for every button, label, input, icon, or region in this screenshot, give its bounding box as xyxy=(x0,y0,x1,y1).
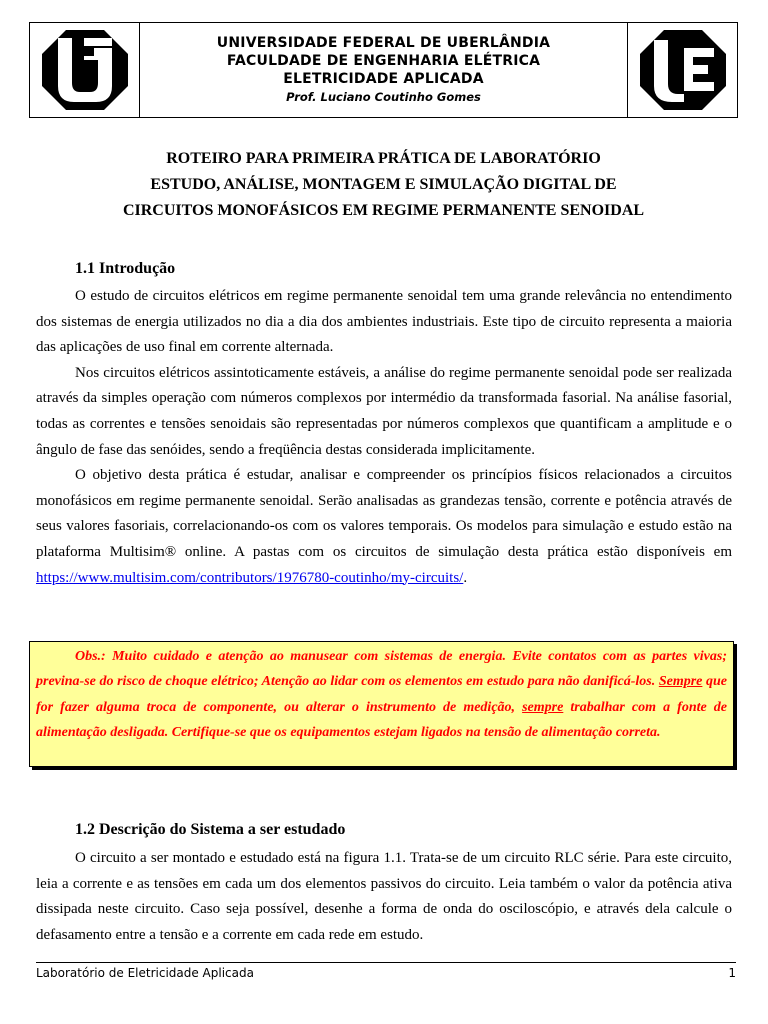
warning-part-3: trabalhar com a fonte de alimentação desligada. Certifique-se que os equipamentos estejam ligados na tensão de alimentação correta. xyxy=(36,699,727,741)
system-body xyxy=(36,846,732,948)
feelt-logo xyxy=(638,28,728,112)
safety-warning-box xyxy=(29,641,734,767)
page-number: 1 xyxy=(728,966,736,980)
university-name: UNIVERSIDADE FEDERAL DE UBERLÂNDIA xyxy=(216,35,551,51)
system-paragraph-1: O circuito a ser montado e estudado está na figura 1.1. Trata-se de um circuito RLC série. Para este circuito, leia a corrente e as tensões em cada um dos elementos passivos do circuito. Leia também o valor da potência ativa dissipada neste circuito. Caso seja possível, desenhe a forma de onda do osciloscópio, e através dela calcule o defasamento entre a tensão e a corrente em cada rede em estudo. xyxy=(36,850,732,943)
header-text xyxy=(140,23,627,117)
multisim-link[interactable]: https://www.multisim.com/contributors/1976780-coutinho/my-circuits/ xyxy=(36,569,464,586)
course-name: ELETRICIDADE APLICADA xyxy=(283,71,484,87)
intro-body xyxy=(36,284,732,591)
warning-part-2: que for fazer alguma troca de componente, ou alterar o instrumento de medição, xyxy=(36,674,728,715)
section-heading-intro: 1.1 Introdução xyxy=(75,260,176,277)
intro-paragraph-1: O estudo de circuitos elétricos em regime permanente senoidal tem uma grande relevância no entendimento dos sistemas de energia utilizados no dia a dia dos ambientes industriais. Este tipo de circuito representa a maioria das aplicações de uso final em corrente alternada. xyxy=(36,288,732,356)
warning-sempre-2: sempre xyxy=(522,699,564,715)
ufu-logo xyxy=(40,28,130,112)
faculty-name: FACULDADE DE ENGENHARIA ELÉTRICA xyxy=(226,53,541,69)
title-line-3: CIRCUITOS MONOFÁSICOS EM REGIME PERMANENTE SENOIDAL xyxy=(122,202,645,219)
intro-paragraph-3 xyxy=(36,463,732,591)
document-header xyxy=(29,22,738,118)
page-footer xyxy=(36,962,736,980)
warning-sempre-1: Sempre xyxy=(658,674,703,690)
footer-title: Laboratório de Eletricidade Aplicada xyxy=(36,966,254,980)
professor-name: Prof. Luciano Coutinho Gomes xyxy=(286,90,481,104)
intro-paragraph-3-text: O objetivo desta prática é estudar, analisar e compreender os princípios físicos relacionados a circuitos monofásicos em regime permanente senoidal. Serão analisadas as grandezas tensão, corrente e potência através de seus valores fasoriais, correlacionando-os com os valores temporais. Os modelos para simulação e estudo estão na plataforma Multisim® online. A pastas com os circuitos de simulação desta prática estão disponíveis em xyxy=(36,467,732,560)
title-line-1: ROTEIRO PARA PRIMEIRA PRÁTICA DE LABORATÓRIO xyxy=(166,150,601,167)
intro-paragraph-3-end: . xyxy=(463,569,468,586)
safety-warning-text xyxy=(36,644,727,746)
feelt-logo-cell xyxy=(627,23,737,117)
title-line-2: ESTUDO, ANÁLISE, MONTAGEM E SIMULAÇÃO DIGITAL DE xyxy=(150,176,617,193)
section-heading-system: 1.2 Descrição do Sistema a ser estudado xyxy=(75,821,346,838)
intro-paragraph-2: Nos circuitos elétricos assintoticamente estáveis, a análise do regime permanente senoidal pode ser realizada através da simples operação com números complexos por intermédio da transformada fasorial. Na análise fasorial, todas as correntes e tensões senoidais são representadas por números complexos que quantificam a amplitude e o ângulo de fase das senóides, sendo a freqüência destas considerada implicitamente. xyxy=(36,364,732,458)
ufu-logo-cell xyxy=(30,23,140,117)
document-title xyxy=(29,146,738,224)
warning-part-1: Obs.: Muito cuidado e atenção ao manusear com sistemas de energia. Evite contatos com as partes vivas; previna-se do risco de choque elétrico; Atenção ao lidar com os elementos em estudo para não danificá-los. xyxy=(36,649,727,690)
